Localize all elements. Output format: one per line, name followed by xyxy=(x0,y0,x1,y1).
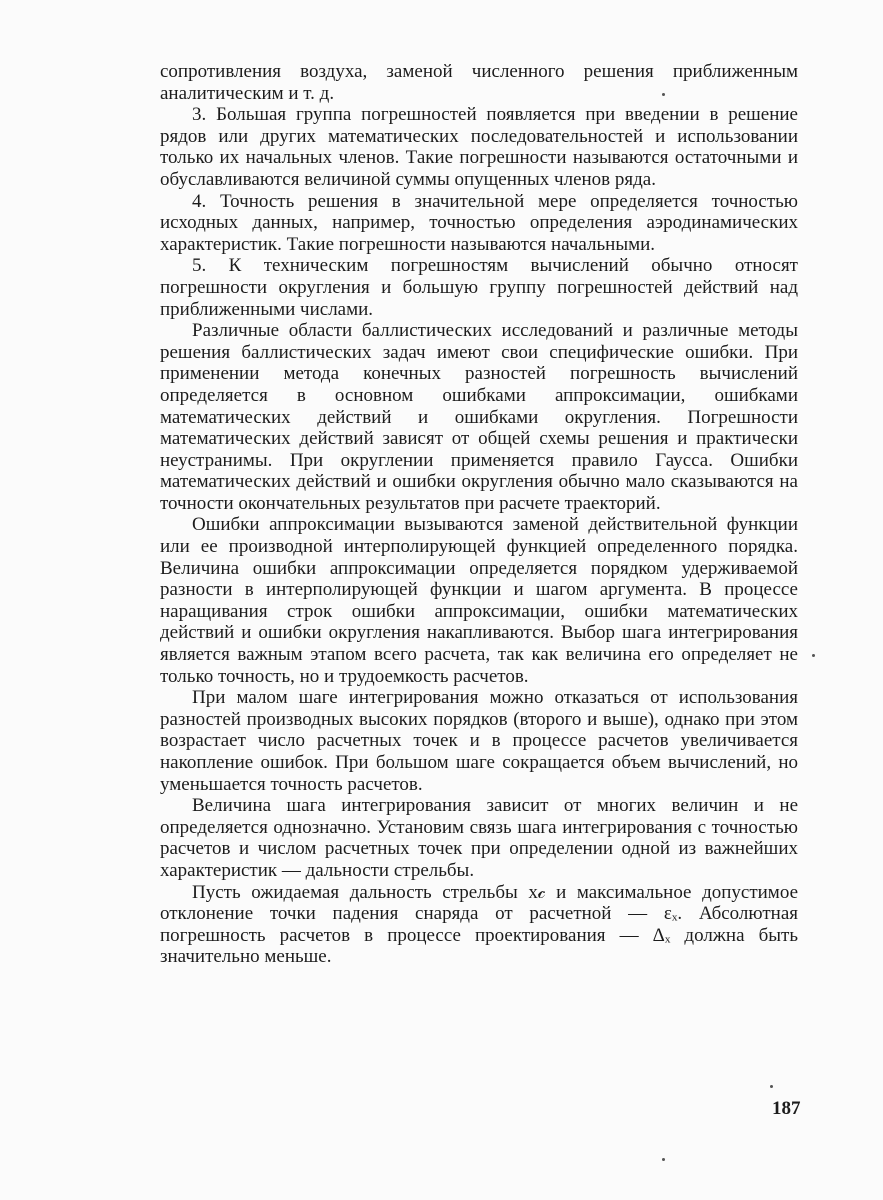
paragraph-4: 5. К техническим погрешностям вычислений обычно относят погрешности округления и большую группу погрешностей действий над приближенными числами. xyxy=(160,255,798,320)
paragraph-3: 4. Точность решения в значительной мере определяется точностью исходных данных, например, точностью определения аэродинамических характеристик. Такие погрешности называются начальными. xyxy=(160,190,798,255)
scan-speck xyxy=(662,1158,665,1161)
paragraph-6: Ошибки аппроксимации вызываются заменой действительной функции или ее производной интерполирующей функцией определенного порядка. Величина ошибки аппроксимации определяется порядком удерживаемой разности в интерполирующей функции и шагом аргумента. В процессе наращивания строк ошибки аппроксимации, ошибки математических действий и ошибки округления накапливаются. Выбор шага интегрирования является важным этапом всего расчета, так как величина его определяет не только точность, но и трудоемкость расчетов. xyxy=(160,514,798,687)
paragraph-2: 3. Большая группа погрешностей появляется при введении в решение рядов или других математических последовательностей и использовании только их начальных членов. Такие погрешности называются остаточными и обуславливаются величиной суммы опущенных членов ряда. xyxy=(160,104,798,190)
paragraph-9: Пусть ожидаемая дальность стрельбы x𝒸 и максимальное допустимое отклонение точки падения снаряда от расчетной — εₓ. Абсолютная погрешность расчетов в процессе проектирования — Δₓ должна быть значительно меньше. xyxy=(160,881,798,968)
paragraph-8: Величина шага интегрирования зависит от многих величин и не определяется однозначно. Установим связь шага интегрирования с точностью расчетов и числом расчетных точек при определении одной из важнейших характеристик — дальности стрельбы. xyxy=(160,795,798,881)
page-number: 187 xyxy=(772,1098,801,1119)
scan-speck xyxy=(770,1085,773,1088)
scan-speck xyxy=(812,654,815,657)
body-text xyxy=(160,61,798,968)
paragraph-1: сопротивления воздуха, заменой численного решения приближенным аналитическим и т. д. xyxy=(160,61,798,104)
paragraph-7: При малом шаге интегрирования можно отказаться от использования разностей производных высоких порядков (второго и выше), однако при этом возрастает число расчетных точек и в процессе расчетов увеличивается накопление ошибок. При большом шаге сокращается объем вычислений, но уменьшается точность расчетов. xyxy=(160,687,798,795)
scan-speck xyxy=(662,93,665,96)
paragraph-5: Различные области баллистических исследований и различные методы решения баллистических задач имеют свои специфические ошибки. При применении метода конечных разностей погрешность вычислений определяется в основном ошибками аппроксимации, ошибками математических действий и ошибками округления. Погрешности математических действий зависят от общей схемы решения и практически неустранимы. При округлении применяется правило Гаусса. Ошибки математических действий и ошибки округления обычно мало сказываются на точности окончательных результатов при расчете траекторий. xyxy=(160,320,798,514)
